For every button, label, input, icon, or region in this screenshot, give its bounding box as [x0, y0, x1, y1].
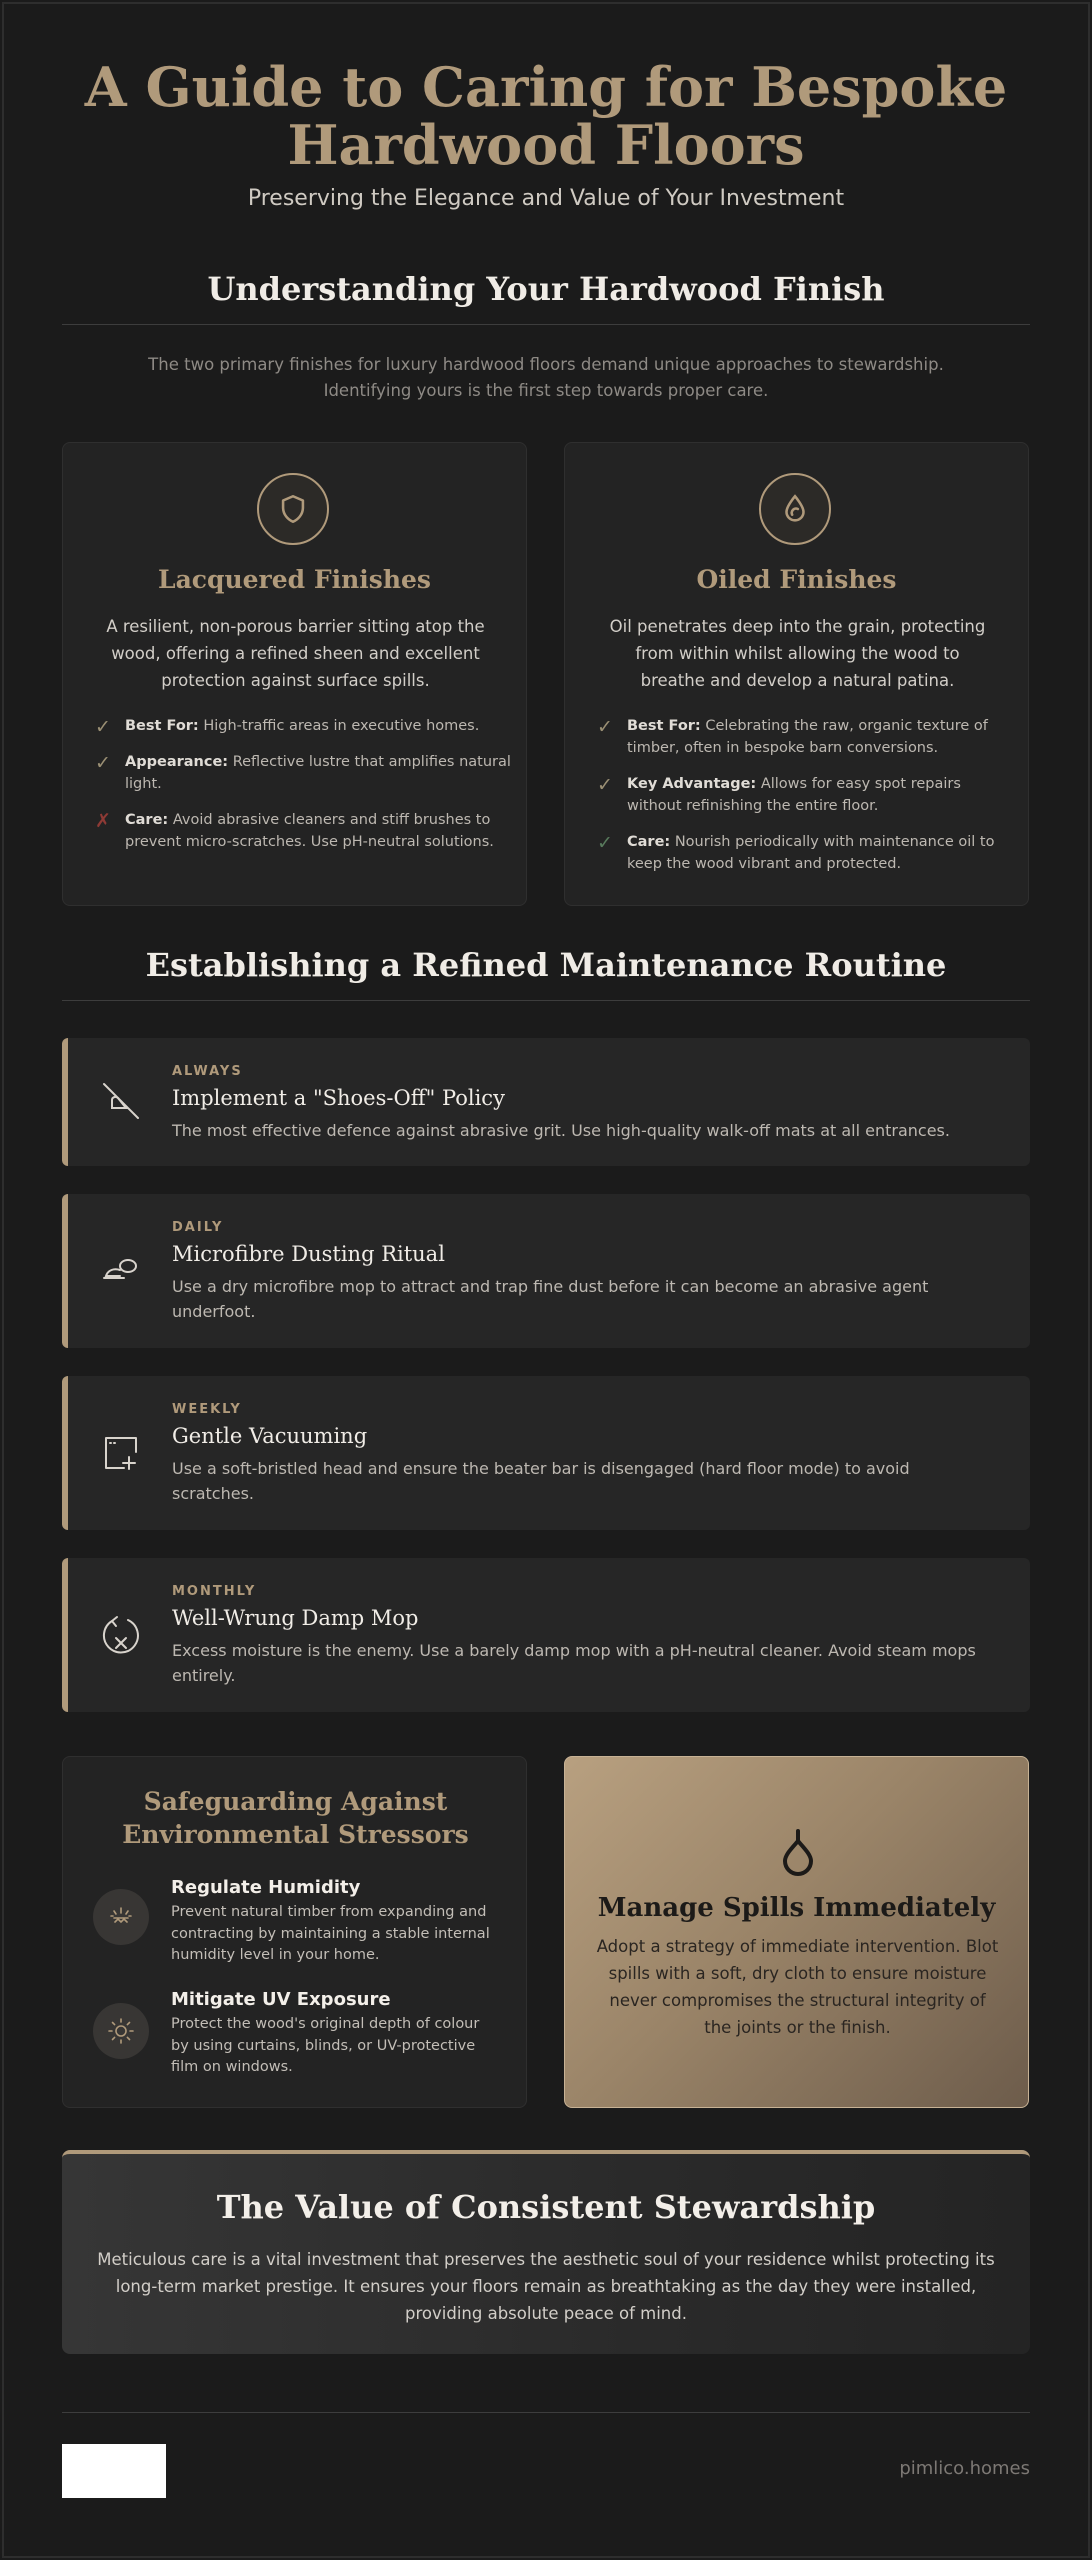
check-icon: ✓ [597, 774, 613, 796]
env-item-title: Mitigate UV Exposure [171, 1989, 391, 2010]
routine-frequency: WEEKLY [172, 1402, 242, 1417]
cross-icon: ✗ [95, 810, 111, 832]
env-item-title: Regulate Humidity [171, 1877, 361, 1898]
footer-logo[interactable] [62, 2444, 166, 2498]
lacquered-finish-card [62, 442, 527, 906]
routine-frequency: MONTHLY [172, 1584, 257, 1599]
routine-description: Use a soft-bristled head and ensure the beater bar is disengaged (hard floor mode) to avoid scratches. [172, 1459, 910, 1503]
oiled-finish-card [564, 442, 1029, 906]
card-title: Lacquered Finishes [158, 565, 431, 594]
vacuum-icon [98, 1430, 144, 1476]
check-icon: ✓ [597, 716, 613, 738]
card-feature-list [593, 715, 1013, 889]
stewardship-title: The Value of Consistent Stewardship [216, 2188, 876, 2226]
routine-frequency: ALWAYS [172, 1064, 243, 1079]
sun-icon [93, 2003, 149, 2059]
damp-mop-icon [98, 1612, 144, 1658]
routine-frequency: DAILY [172, 1220, 224, 1235]
check-icon: ✓ [597, 832, 613, 854]
list-item: ✓ Best For: Celebrating the raw, organic texture of timber, often in bespoke barn conversions. [597, 716, 988, 756]
card-feature-list [91, 715, 511, 867]
stewardship-description: Meticulous care is a vital investment that preserves the aesthetic soul of your residence whilst protecting its long-term market prestige. It ensures your floors remain as breathtaking as the day they were installed, providing absolute peace of mind. [97, 2250, 995, 2323]
stewardship-card [62, 2150, 1030, 2354]
env-item-description: Prevent natural timber from expanding and contracting by maintaining a stable internal humidity level in your home. [171, 1904, 490, 1963]
shield-icon [257, 473, 329, 545]
routine-section-heading: Establishing a Refined Maintenance Routine [145, 946, 947, 984]
section-divider [62, 1000, 1030, 1001]
list-item: ✓ Key Advantage: Allows for easy spot repairs without refinishing the entire floor. [597, 774, 961, 814]
finish-intro [130, 352, 962, 404]
environment-title-line-2: Environmental Stressors [122, 1820, 469, 1849]
routine-description: Use a dry microfibre mop to attract and trap fine dust before it can become an abrasive agent underfoot. [172, 1277, 929, 1321]
water-drop-icon [777, 1827, 819, 1879]
list-item: ✓ Appearance: Reflective lustre that amplifies natural light. [95, 752, 511, 792]
routine-item-daily [62, 1194, 1030, 1348]
environment-card [62, 1756, 527, 2108]
routine-title: Well-Wrung Damp Mop [172, 1606, 419, 1630]
page-title [0, 55, 1092, 177]
list-item: ✓ Best For: High-traffic areas in executive homes. [95, 716, 480, 738]
routine-title: Microfibre Dusting Ritual [172, 1242, 445, 1266]
finish-section-heading: Understanding Your Hardwood Finish [207, 270, 885, 308]
spills-title: Manage Spills Immediately [597, 1893, 996, 1923]
page-title-line-2: Hardwood Floors [287, 113, 805, 177]
page-subtitle: Preserving the Elegance and Value of Your Investment [247, 186, 845, 211]
footer-divider [62, 2412, 1030, 2413]
card-title: Oiled Finishes [696, 565, 897, 594]
check-icon: ✓ [95, 716, 111, 738]
env-item-description: Protect the wood's original depth of colour by using curtains, blinds, or UV-protective film on windows. [171, 2016, 480, 2075]
no-shoes-icon [98, 1078, 144, 1124]
routine-item-always [62, 1038, 1030, 1166]
spills-description: Adopt a strategy of immediate intervention. Blot spills with a soft, dry cloth to ensure moisture never compromises the structural integrity of the joints or the finish. [596, 1937, 999, 2037]
list-item: ✗ Care: Avoid abrasive cleaners and stiff brushes to prevent micro-scratches. Use pH-neutral solutions. [95, 810, 494, 850]
section-divider [62, 324, 1030, 325]
finish-intro-line-2: Identifying yours is the first step towards proper care. [323, 381, 769, 400]
environment-title-line-1: Safeguarding Against [143, 1787, 448, 1816]
page-title-line-1: A Guide to Caring for Bespoke [84, 55, 1008, 119]
routine-item-monthly [62, 1558, 1030, 1712]
routine-title: Implement a "Shoes-Off" Policy [172, 1086, 505, 1110]
list-item: ✓ Care: Nourish periodically with maintenance oil to keep the wood vibrant and protected. [597, 832, 995, 872]
environment-title [103, 1785, 488, 1851]
routine-description: Excess moisture is the enemy. Use a barely damp mop with a pH-neutral cleaner. Avoid steam mops entirely. [172, 1641, 976, 1685]
mop-icon [98, 1248, 144, 1294]
spills-card [564, 1756, 1029, 2108]
oil-drop-icon [759, 473, 831, 545]
footer-site-link[interactable]: pimlico.homes [899, 2458, 1030, 2479]
check-icon: ✓ [95, 752, 111, 774]
finish-intro-line-1: The two primary finishes for luxury hardwood floors demand unique approaches to stewardship. [148, 355, 944, 374]
card-description: Oil penetrates deep into the grain, protecting from within whilst allowing the wood to breathe and develop a natural patina. [609, 617, 986, 690]
routine-item-weekly [62, 1376, 1030, 1530]
card-description: A resilient, non-porous barrier sitting atop the wood, offering a refined sheen and excellent protection against surface spills. [106, 617, 485, 690]
routine-description: The most effective defence against abrasive grit. Use high-quality walk-off mats at all entrances. [172, 1121, 950, 1140]
humidity-icon [93, 1889, 149, 1945]
routine-title: Gentle Vacuuming [172, 1424, 368, 1448]
